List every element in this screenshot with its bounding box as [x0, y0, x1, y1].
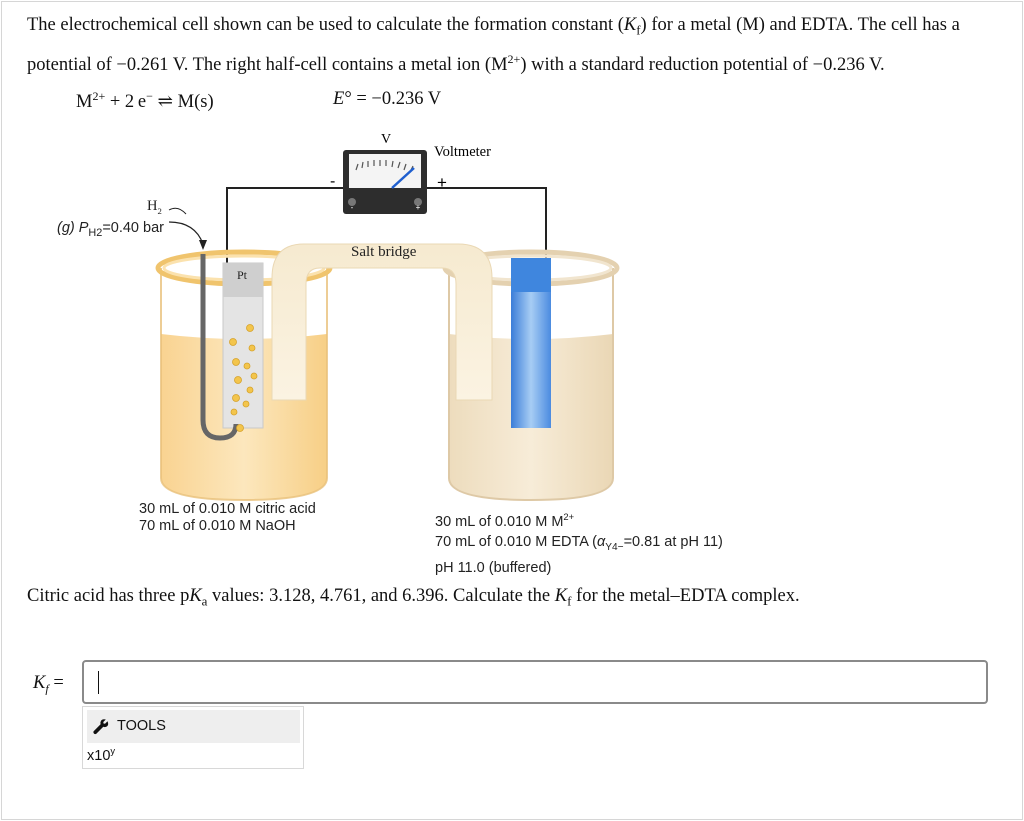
meter-minus-sign: -: [350, 203, 354, 212]
salt-bridge-label: Salt bridge: [351, 244, 417, 260]
h2-label: $H_2$: [147, 198, 162, 216]
h2-pressure-label: (g) $P_{H2}=0.40$ bar: [57, 220, 164, 239]
negative-terminal-label: -: [330, 173, 336, 190]
tools-panel: [82, 706, 304, 769]
answer-label: $K_f$ =: [33, 673, 64, 696]
voltmeter-label: Voltmeter: [434, 144, 491, 160]
meter-plus-sign: +: [415, 203, 421, 212]
salt-bridge: [272, 244, 492, 400]
left-solution-label: 30 mL of 0.010 M citric acid 70 mL of 0.010 M NaOH: [139, 501, 316, 534]
right-solution-label: 30 mL of 0.010 M $M^{2+}$ 70 mL of 0.010 M EDTA ($\alpha_{Y4-}=0.81$ at pH 11) pH 11.0 (buffered): [435, 511, 723, 576]
positive-terminal-label: +: [437, 173, 447, 192]
half-reaction: $M^{2+} + 2$ e− ⇌ M(s): [76, 89, 214, 113]
tools-button[interactable]: [87, 710, 300, 743]
question-text: Citric acid has three $pK_a$ values: 3.128, 4.761, and 6.396. Calculate the $K_f$ for the metal–EDTA complex.: [27, 586, 800, 609]
problem-intro: The electrochemical cell shown can be used to calculate the formation constant $(K_f)$ for a metal (M) and EDTA. The cell has a potential of −0.261 V. The right half-cell contains a metal ion $(M^{2+})$ with a standard reduction potential of −0.236 V.: [27, 15, 960, 75]
pt-label: Pt: [237, 268, 248, 282]
tools-label: TOOLS: [117, 718, 166, 734]
standard-potential: E° = −0.236 V: [333, 89, 442, 109]
scientific-notation-button[interactable]: x10$^y$: [87, 745, 116, 764]
kf-answer-input[interactable]: [82, 660, 988, 704]
meter-v-label: V: [380, 132, 392, 147]
voltmeter: [343, 150, 427, 214]
text-cursor: [98, 671, 99, 694]
wrench-icon: [92, 718, 110, 736]
